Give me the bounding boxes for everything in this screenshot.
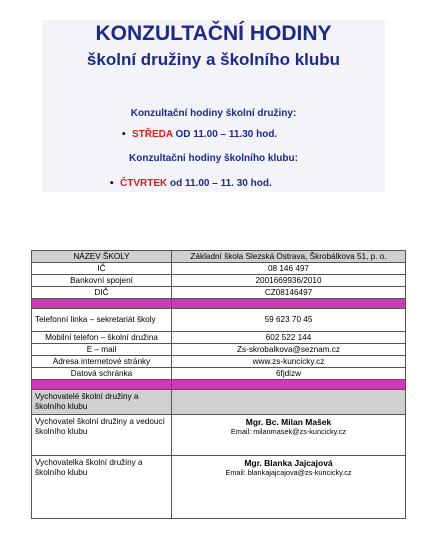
web-value: www.zs-kuncicky.cz bbox=[172, 356, 406, 368]
dic-label: DIČ bbox=[32, 287, 172, 299]
table-row bbox=[32, 251, 406, 263]
ic-label: IČ bbox=[32, 263, 172, 275]
page-subtitle: školní družiny a školního klubu bbox=[86, 50, 341, 69]
school-info-table bbox=[31, 250, 406, 519]
databox-value: 6fjdizw bbox=[172, 368, 406, 380]
klub-hours-line bbox=[110, 178, 272, 189]
staff1-name: Mgr. Bc. Milan Mašek bbox=[245, 417, 332, 427]
druzina-day: STŘEDA bbox=[132, 129, 173, 140]
mobile-label: Mobilní telefon – školní družina bbox=[32, 332, 172, 344]
klub-time: od 11.00 – 11. 30 hod. bbox=[167, 178, 272, 189]
bullet-icon: • bbox=[122, 129, 126, 140]
email-value: Zs-skrobalkova@seznam.cz bbox=[172, 344, 406, 356]
table-row bbox=[32, 344, 406, 356]
bank-value: 2001669936/2010 bbox=[172, 275, 406, 287]
table-row bbox=[32, 287, 406, 299]
mobile-value: 602 522 144 bbox=[172, 332, 406, 344]
page-title: KONZULTAČNÍ HODINY bbox=[95, 22, 332, 45]
table-row bbox=[32, 368, 406, 380]
web-label: Adresa internetové stránky bbox=[32, 356, 172, 368]
separator-row bbox=[32, 299, 406, 309]
klub-day: ČTVRTEK bbox=[120, 178, 168, 189]
table-row bbox=[32, 332, 406, 344]
klub-hours-heading: Konzultační hodiny školního klubu: bbox=[129, 153, 298, 164]
table-row bbox=[32, 275, 406, 287]
table-row bbox=[32, 415, 406, 456]
bank-label: Bankovní spojení bbox=[32, 275, 172, 287]
druzina-hours-heading: Konzultační hodiny školní družiny: bbox=[130, 108, 297, 119]
phone-label: Telefonní linka – sekretariát školy bbox=[32, 309, 172, 332]
druzina-time: OD 11.00 – 11.30 hod. bbox=[172, 129, 278, 140]
staff-heading: Vychovatelé školní družiny a školního klubu bbox=[32, 390, 172, 415]
table-row bbox=[32, 263, 406, 275]
staff2-cell bbox=[172, 456, 406, 519]
ic-value: 08 146 497 bbox=[172, 263, 406, 275]
school-name-label: NÁZEV ŠKOLY bbox=[32, 251, 172, 263]
staff-heading-row bbox=[32, 390, 406, 415]
staff1-role: Vychovatel školní družiny a vedoucí školního klubu bbox=[32, 415, 172, 456]
dic-value: CZ08146497 bbox=[172, 287, 406, 299]
school-name-value: Základní škola Slezská Ostrava, Škrobálkova 51, p. o. bbox=[172, 251, 406, 263]
druzina-hours-line bbox=[122, 129, 277, 140]
databox-label: Datová schránka bbox=[32, 368, 172, 380]
phone-value: 59 623 70 45 bbox=[172, 309, 406, 332]
table-row bbox=[32, 456, 406, 519]
table-row bbox=[32, 356, 406, 368]
staff1-cell bbox=[172, 415, 406, 456]
bullet-icon: • bbox=[110, 178, 114, 189]
table-row bbox=[32, 309, 406, 332]
staff2-email: Email: blankajajcajova@zs-kuncicky.cz bbox=[225, 468, 352, 477]
separator-row bbox=[32, 380, 406, 390]
email-label: E – mail bbox=[32, 344, 172, 356]
staff2-role: Vychovatelka školní družiny a školního klubu bbox=[32, 456, 172, 519]
staff2-name: Mgr. Blanka Jajcajová bbox=[244, 458, 333, 468]
staff1-email: Email: milanmasek@zs-kuncicky.cz bbox=[230, 427, 347, 436]
